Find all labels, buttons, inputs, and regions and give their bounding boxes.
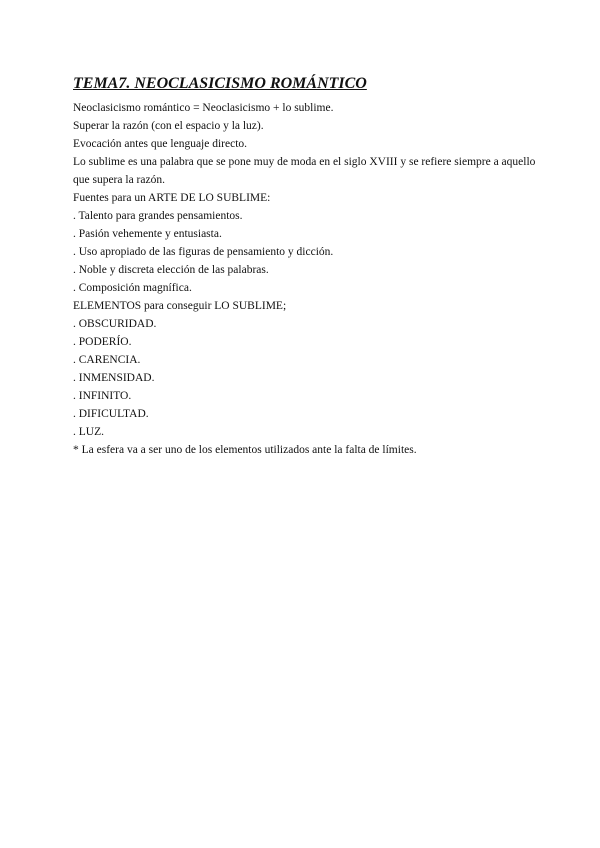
list-item: . Composición magnífica. bbox=[73, 282, 192, 294]
list-item: . DIFICULTAD. bbox=[73, 408, 149, 420]
list-item: . INMENSIDAD. bbox=[73, 372, 155, 384]
text-line: Superar la razón (con el espacio y la luz). bbox=[73, 120, 264, 132]
list-item: . Uso apropiado de las figuras de pensamiento y dicción. bbox=[73, 246, 334, 258]
list-item: . OBSCURIDAD. bbox=[73, 318, 157, 330]
text-line: Evocación antes que lenguaje directo. bbox=[73, 138, 248, 150]
list-item: . LUZ. bbox=[73, 426, 104, 438]
text-line: Lo sublime es una palabra que se pone muy de moda en el siglo XVIII y se refiere siempre a aquello bbox=[73, 156, 536, 168]
document-body bbox=[73, 73, 536, 459]
text-line: Neoclasicismo romántico = Neoclasicismo + lo sublime. bbox=[73, 102, 334, 114]
list-item: . INFINITO. bbox=[73, 390, 132, 402]
list-item: . Noble y discreta elección de las palabras. bbox=[73, 264, 269, 276]
list-item: . PODERÍO. bbox=[73, 336, 132, 348]
list-item: . Pasión vehemente y entusiasta. bbox=[73, 228, 222, 240]
text-line: que supera la razón. bbox=[73, 174, 165, 186]
section-heading: ELEMENTOS para conseguir LO SUBLIME; bbox=[73, 300, 287, 312]
section-heading: Fuentes para un ARTE DE LO SUBLIME: bbox=[73, 192, 271, 204]
page-title: TEMA7. NEOCLASICISMO ROMÁNTICO bbox=[73, 75, 367, 92]
list-item: . CARENCIA. bbox=[73, 354, 141, 366]
footnote: * La esfera va a ser uno de los elementos utilizados ante la falta de límites. bbox=[73, 444, 417, 456]
list-item: . Talento para grandes pensamientos. bbox=[73, 210, 243, 222]
